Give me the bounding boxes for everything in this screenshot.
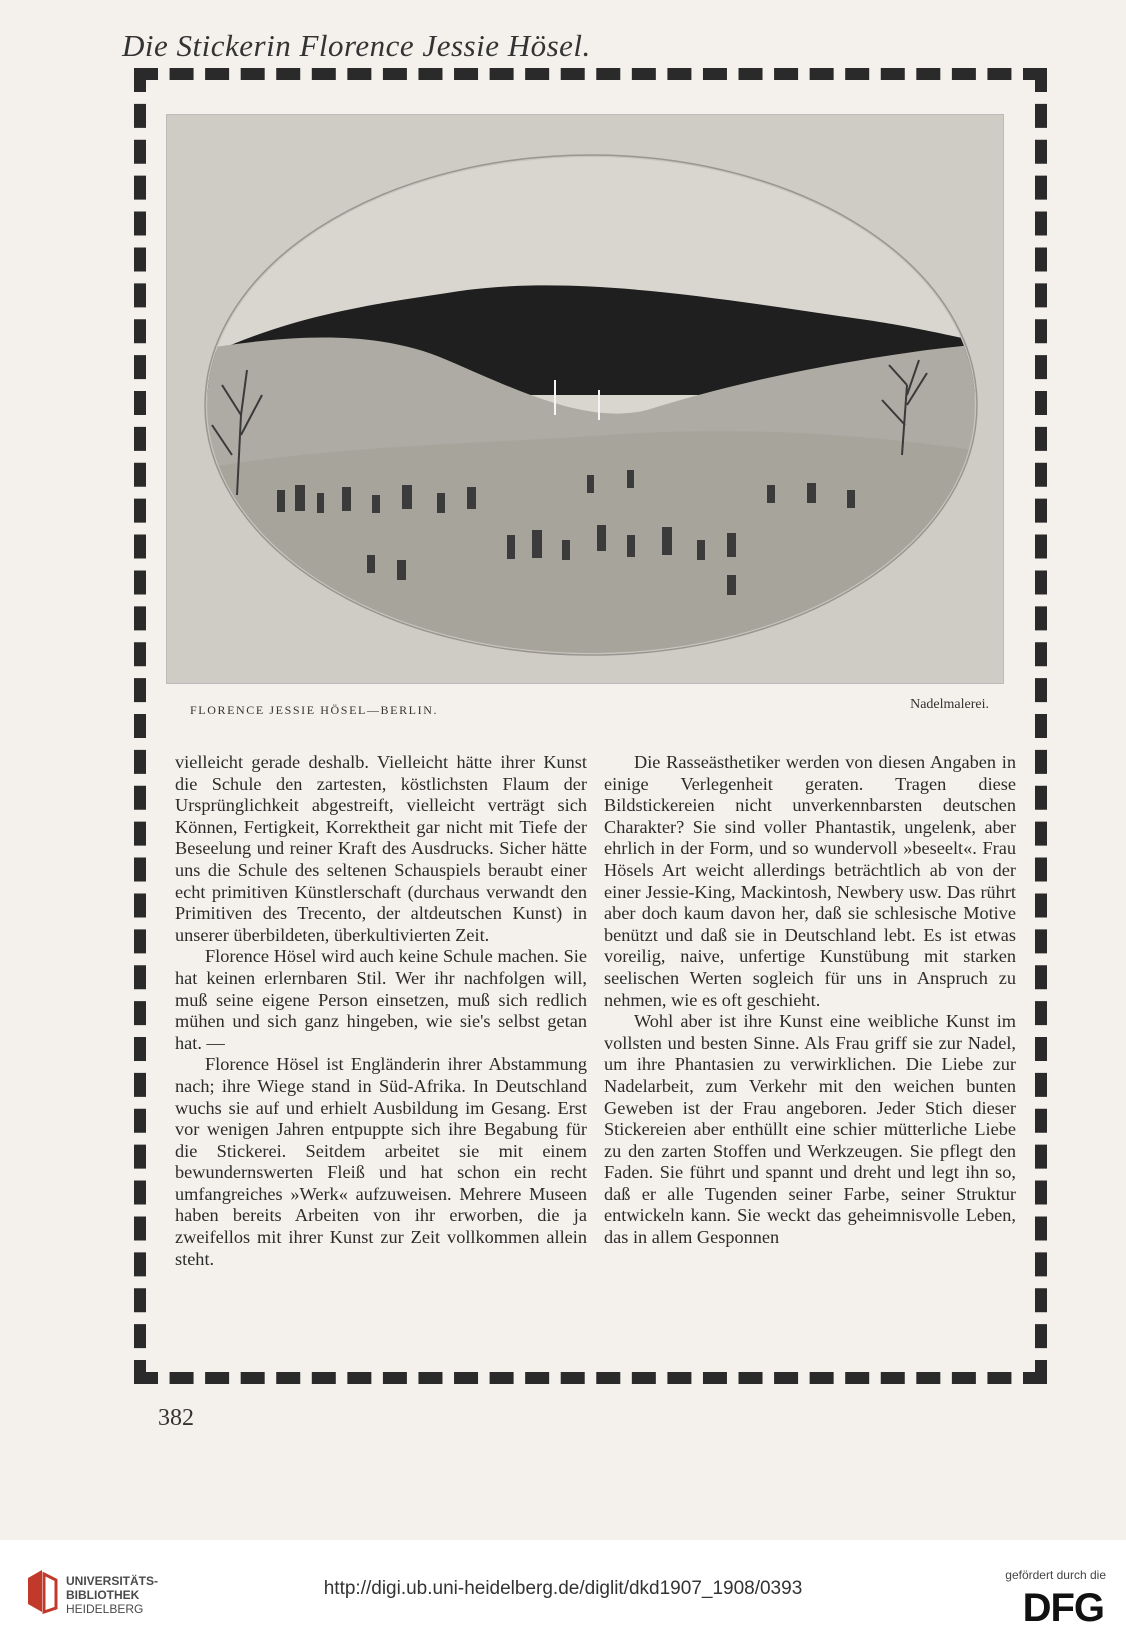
page-number: 382 xyxy=(158,1405,194,1431)
paragraph: Florence Hösel ist Engländerin ihrer Abstammung nach; ihre Wiege stand in Süd-Afrika. In Deutschland wuchs sie auf und erhielt Ausbildung im Gesang. Erst vor wenigen Jahren entpuppte sich ihre Begabung für die Stickerei. Seitdem arbeitet sie mit einem bewundernswerten Fleiß und hat schon ein recht umfangreiches »Werk« aufzuweisen. Mehrere Museen haben bereits Arbeiten von ihr erworben, die ja zweifellos mit ihrer Kunst zur Zeit vollkommen allein steht. xyxy=(175,1054,587,1269)
figure-caption-artist: FLORENCE JESSIE HÖSEL—BERLIN. xyxy=(190,703,439,717)
paragraph: Die Rasseästhetiker werden von diesen Angaben in einige Verlegenheit geraten. Tragen diese Bildstickereien nicht unverkennbarsten deutschen Charakter? Sie sind voller Phantastik, ungelenk, aber ehrlich in der Form, und so wundervoll »beseelt«. Frau Hösels Art weicht allerdings beträchtlich ab von der einer Jessie-King, Mackintosh, Newbery usw. Das rührt aber doch kaum davon her, daß sie schlesische Motive benützt und daß sie in Deutschland lebt. Es ist etwas voreilig, naive, unfertige Kunstübung mit starken seelischen Werten sogleich für uns in Anspruch zu nehmen, wie es oft geschieht. xyxy=(604,752,1016,1010)
text-column-left xyxy=(175,752,587,1270)
digitization-footer xyxy=(0,1540,1126,1636)
paragraph: Florence Hösel wird auch keine Schule machen. Sie hat keinen erlernbaren Stil. Wer ihr nachfolgen will, muß seine eigene Person einsetzen, muß sich redlich mühen und sich ganz hingeben, wie sie's selbst getan hat. — xyxy=(175,946,587,1053)
digitization-url-link[interactable]: http://digi.ub.uni-heidelberg.de/diglit/dkd1907_1908/0393 xyxy=(323,1578,803,1599)
dfg-logo: DFG xyxy=(1022,1586,1104,1630)
landscape-embroidery-image xyxy=(167,115,1003,683)
funding-note: gefördert durch die xyxy=(1005,1568,1106,1582)
embroidery-illustration xyxy=(166,114,1004,684)
figure-caption-technique: Nadelmalerei. xyxy=(910,697,989,712)
library-name: UNIVERSITÄTS- BIBLIOTHEK HEIDELBERG xyxy=(66,1574,159,1616)
text-column-right xyxy=(604,752,1016,1249)
paragraph: Wohl aber ist ihre Kunst eine weibliche Kunst im vollsten und besten Sinne. Als Frau griff sie zur Nadel, um ihre Phantasien zu verwirklichen. Die Liebe zur Nadelarbeit, zum Verkehr mit den weichen bunten Geweben ist der Frau angeboren. Jeder Stich dieser Stickereien aber enthüllt eine schier mütterliche Liebe zu den zarten Stoffen und Werkzeugen. Sie pflegt den Faden. Sie führt und spannt und dreht und legt ihn so, daß er alle Tugenden seiner Farbe, seiner Struktur entwickeln kann. Sie weckt das geheimnisvolle Leben, das in allem Gesponnen xyxy=(604,1011,1016,1248)
running-head: Die Stickerin Florence Jessie Hösel. xyxy=(122,28,591,63)
paragraph: vielleicht gerade deshalb. Vielleicht hätte ihrer Kunst die Schule den zartesten, köstlichsten Flaum der Ursprünglichkeit abgestreift, vielleicht verträgt sich Können, Fertigkeit, Korrektheit gar nicht mit Tiefe der Beseelung und reiner Kraft des Ausdrucks. Sicher hätte uns die Schule des seltenen Schauspiels beraubt einer echt primitiven Künstlerschaft (durchaus verwandt den Primitiven des Trecento, der altdeutschen Kunst) in unserer überbildeten, überkultivierten Zeit. xyxy=(175,752,587,945)
